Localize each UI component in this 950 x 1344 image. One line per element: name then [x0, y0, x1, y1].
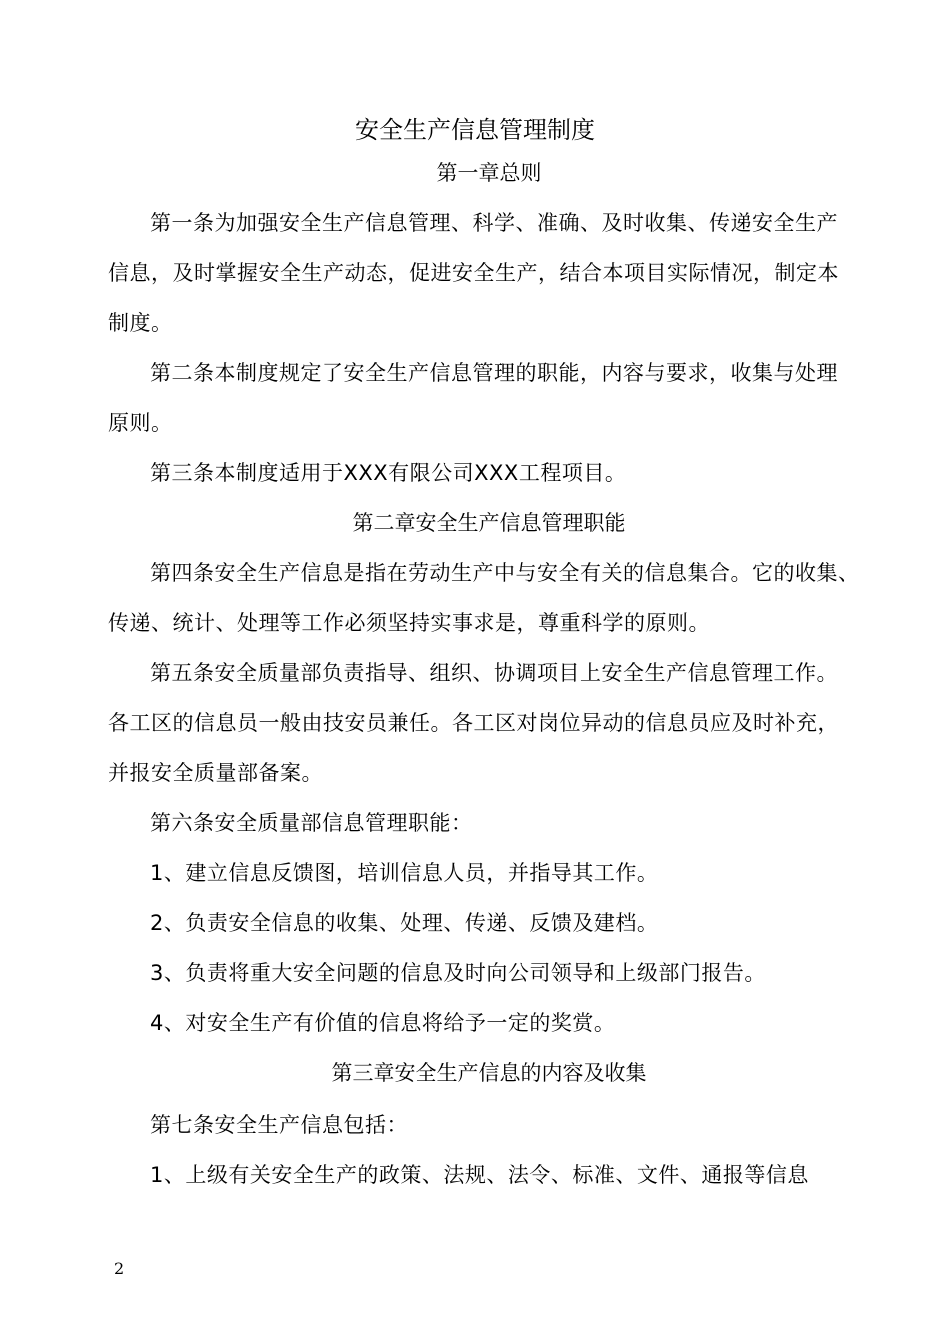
- article-5-line-2: 各工区的信息员一般由技安员兼任。各工区对岗位异动的信息员应及时补充，: [108, 711, 839, 735]
- article-1-line-1: 第一条为加强安全生产信息管理、科学、准确、及时收集、传递安全生产: [150, 211, 838, 235]
- list-item: 1、上级有关安全生产的政策、法规、法令、标准、文件、通报等信息: [150, 1163, 809, 1187]
- article-7: 第七条安全生产信息包括：: [150, 1113, 408, 1137]
- chapter-2-heading: 第二章安全生产信息管理职能: [352, 511, 626, 535]
- article-5-line-3: 并报安全质量部备案。: [108, 761, 323, 785]
- article-1-line-3: 制度。: [108, 311, 173, 335]
- article-5-line-1: 第五条安全质量部负责指导、组织、协调项目上安全生产信息管理工作。: [150, 661, 838, 685]
- page-number: 2: [114, 1259, 125, 1278]
- article-3: 第三条本制度适用于XXX有限公司XXX工程项目。: [150, 461, 627, 485]
- article-4-line-2: 传递、统计、处理等工作必须坚持实事求是，尊重科学的原则。: [108, 611, 710, 635]
- document-title: 安全生产信息管理制度: [355, 116, 595, 144]
- list-item: 1、建立信息反馈图，培训信息人员，并指导其工作。: [150, 861, 659, 885]
- list-item: 4、对安全生产有价值的信息将给予一定的奖赏。: [150, 1011, 616, 1035]
- list-item: 3、负责将重大安全问题的信息及时向公司领导和上级部门报告。: [150, 961, 766, 985]
- list-item: 2、负责安全信息的收集、处理、传递、反馈及建档。: [150, 911, 659, 935]
- article-6: 第六条安全质量部信息管理职能：: [150, 811, 473, 835]
- article-2-line-2: 原则。: [108, 411, 173, 435]
- article-2-line-1: 第二条本制度规定了安全生产信息管理的职能，内容与要求，收集与处理: [150, 361, 838, 385]
- chapter-3-heading: 第三章安全生产信息的内容及收集: [331, 1061, 647, 1085]
- chapter-1-heading: 第一章总则: [436, 161, 542, 185]
- article-1-line-2: 信息，及时掌握安全生产动态，促进安全生产，结合本项目实际情况，制定本: [108, 261, 839, 285]
- article-4-line-1: 第四条安全生产信息是指在劳动生产中与安全有关的信息集合。它的收集、: [150, 561, 860, 585]
